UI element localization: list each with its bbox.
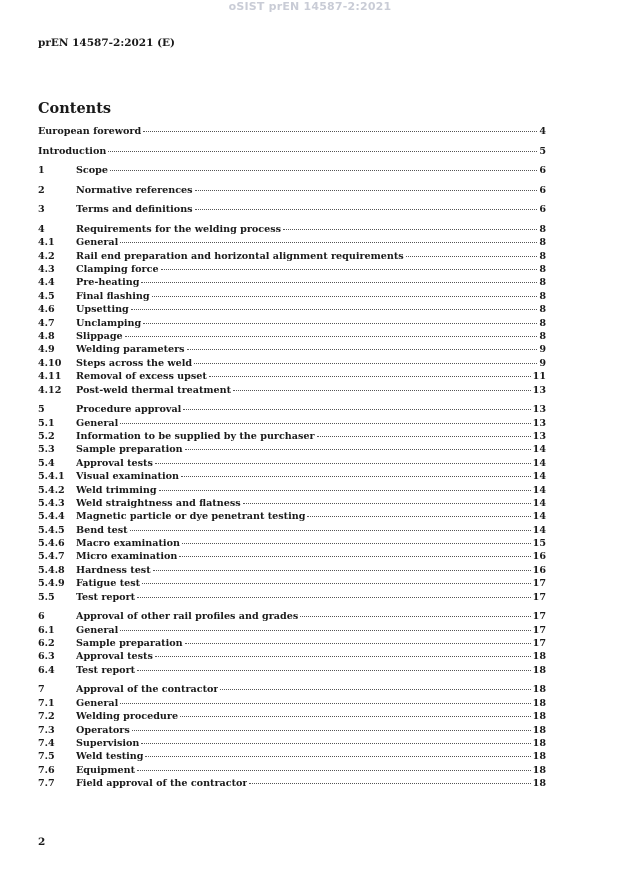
toc-entry-title: Test report: [76, 591, 136, 603]
toc-entry[interactable]: [38, 457, 546, 470]
toc-entry-number: 7: [38, 684, 45, 696]
toc-dot-leader: [300, 616, 530, 617]
toc-entry[interactable]: [38, 777, 546, 790]
toc-entry-title: Slippage: [76, 331, 123, 343]
toc-entry-page: 13: [532, 430, 546, 442]
toc-dot-leader: [155, 463, 531, 464]
toc-entry-title: Weld straightness and flatness: [76, 497, 241, 509]
toc-dot-leader: [145, 756, 530, 757]
toc-dot-leader: [187, 349, 538, 350]
toc-entry-title: Hardness test: [76, 564, 151, 576]
toc-entry-number: 7.2: [38, 711, 55, 723]
toc-entry[interactable]: [38, 470, 546, 483]
toc-entry[interactable]: [38, 510, 546, 523]
toc-entry[interactable]: [38, 417, 546, 430]
toc-entry-page: 14: [532, 511, 546, 523]
toc-entry[interactable]: [38, 497, 546, 510]
toc-dot-leader: [137, 670, 531, 671]
toc-entry[interactable]: [38, 591, 546, 604]
toc-entry-page: 14: [532, 497, 546, 509]
toc-entry-page: 8: [539, 264, 546, 276]
toc-entry-page: 17: [532, 591, 546, 603]
toc-entry[interactable]: [38, 184, 546, 197]
toc-entry-number: 5.5: [38, 591, 55, 603]
toc-entry[interactable]: [38, 737, 546, 750]
toc-entry-number: 6.2: [38, 637, 55, 649]
toc-dot-leader: [307, 516, 530, 517]
toc-entry[interactable]: [38, 145, 546, 158]
toc-dot-leader: [141, 282, 537, 283]
watermark: oSIST prEN 14587-2:2021: [228, 0, 392, 13]
toc-dot-leader: [143, 131, 537, 132]
toc-entry-number: 4.7: [38, 317, 55, 329]
toc-entry-number: 5.2: [38, 430, 55, 442]
toc-entry-number: 5.4.7: [38, 551, 65, 563]
toc-dot-leader: [180, 716, 531, 717]
toc-dot-leader: [142, 583, 531, 584]
toc-dot-leader: [195, 190, 538, 191]
toc-entry[interactable]: [38, 236, 546, 249]
toc-entry-page: 8: [539, 331, 546, 343]
toc-entry-page: 4: [539, 126, 546, 137]
toc-dot-leader: [132, 730, 531, 731]
toc-entry[interactable]: [38, 537, 546, 550]
toc-entry-page: 18: [532, 697, 546, 709]
toc-dot-leader: [181, 476, 531, 477]
toc-entry-number: 4.10: [38, 357, 62, 369]
toc-entry-number: 6: [38, 611, 45, 623]
toc-entry-title: Welding procedure: [76, 711, 179, 723]
toc-dot-leader: [249, 783, 530, 784]
table-of-contents: [38, 125, 546, 790]
toc-entry-title: Approval tests: [76, 457, 153, 469]
toc-entry-number: 5.3: [38, 444, 55, 456]
toc-entry[interactable]: [38, 650, 546, 663]
toc-entry-title: Micro examination: [76, 551, 178, 563]
toc-entry-number: 6.3: [38, 651, 55, 663]
toc-entry-title: Rail end preparation and horizontal alignment requirements: [76, 250, 404, 262]
toc-entry-number: 4.11: [38, 371, 62, 383]
toc-entry[interactable]: [38, 550, 546, 563]
toc-entry-title: Visual examination: [76, 471, 179, 483]
toc-entry-title: General: [76, 624, 119, 636]
toc-entry-title: Fatigue test: [76, 578, 141, 590]
toc-entry-title: Approval tests: [76, 651, 153, 663]
toc-dot-leader: [179, 556, 530, 557]
toc-entry-title: Clamping force: [76, 264, 159, 276]
toc-entry[interactable]: [38, 624, 546, 637]
toc-dot-leader: [137, 770, 531, 771]
toc-entry[interactable]: [38, 610, 546, 623]
toc-entry-title: European foreword: [38, 126, 142, 137]
toc-entry-title: Introduction: [38, 145, 107, 157]
toc-entry-title: Post-weld thermal treatment: [76, 384, 232, 396]
toc-entry-title: Approval of the contractor: [76, 684, 219, 696]
toc-entry-number: 7.5: [38, 751, 55, 763]
toc-entry-page: 8: [539, 317, 546, 329]
toc-entry-number: 5.1: [38, 417, 55, 429]
toc-dot-leader: [155, 656, 531, 657]
toc-entry[interactable]: [38, 357, 546, 370]
toc-entry-title: Unclamping: [76, 317, 142, 329]
toc-entry-page: 16: [532, 551, 546, 563]
toc-entry-number: 4: [38, 223, 45, 235]
toc-entry[interactable]: [38, 370, 546, 383]
toc-entry-number: 7.1: [38, 697, 55, 709]
toc-entry-page: 18: [532, 751, 546, 763]
toc-entry[interactable]: [38, 484, 546, 497]
toc-entry[interactable]: [38, 223, 546, 236]
toc-dot-leader: [195, 209, 538, 210]
toc-entry[interactable]: [38, 710, 546, 723]
toc-entry-page: 8: [539, 290, 546, 302]
toc-entry[interactable]: [38, 403, 546, 416]
toc-entry-page: 8: [539, 237, 546, 249]
toc-entry-page: 14: [532, 524, 546, 536]
toc-entry[interactable]: [38, 724, 546, 737]
toc-entry[interactable]: [38, 330, 546, 343]
toc-dot-leader: [141, 743, 530, 744]
toc-entry-page: 17: [532, 637, 546, 649]
toc-dot-leader: [108, 151, 537, 152]
toc-entry-page: 14: [532, 444, 546, 456]
toc-dot-leader: [161, 269, 538, 270]
toc-entry-page: 9: [539, 357, 546, 369]
toc-entry-number: 7.4: [38, 737, 55, 749]
toc-entry-title: General: [76, 237, 119, 249]
toc-entry[interactable]: [38, 524, 546, 537]
toc-entry-page: 13: [532, 417, 546, 429]
toc-entry-title: Final flashing: [76, 290, 150, 302]
toc-entry-number: 7.3: [38, 724, 55, 736]
toc-entry-number: 6.1: [38, 624, 55, 636]
toc-entry-number: 4.5: [38, 290, 55, 302]
toc-dot-leader: [283, 229, 537, 230]
toc-entry[interactable]: [38, 564, 546, 577]
toc-entry-page: 18: [532, 684, 546, 696]
toc-entry-page: 14: [532, 457, 546, 469]
toc-entry[interactable]: [38, 290, 546, 303]
toc-entry-page: 18: [532, 724, 546, 736]
toc-entry-page: 6: [539, 184, 546, 196]
page-title: Contents: [38, 100, 112, 117]
toc-entry-title: General: [76, 417, 119, 429]
toc-entry[interactable]: [38, 203, 546, 216]
toc-entry[interactable]: [38, 250, 546, 263]
toc-dot-leader: [120, 630, 530, 631]
toc-entry[interactable]: [38, 443, 546, 456]
toc-entry[interactable]: [38, 263, 546, 276]
page-number: 2: [38, 836, 46, 848]
toc-dot-leader: [120, 703, 530, 704]
toc-entry-number: 4.6: [38, 304, 55, 316]
toc-dot-leader: [209, 376, 531, 377]
toc-entry-page: 13: [532, 384, 546, 396]
toc-dot-leader: [120, 423, 530, 424]
toc-entry-number: 5.4.9: [38, 578, 65, 590]
toc-entry-page: 8: [539, 277, 546, 289]
toc-entry-number: 5.4: [38, 457, 55, 469]
toc-entry-number: 1: [38, 165, 45, 177]
toc-entry-page: 15: [532, 538, 546, 550]
toc-entry-title: Supervision: [76, 737, 140, 749]
toc-entry[interactable]: [38, 664, 546, 677]
toc-entry-title: Weld trimming: [76, 484, 157, 496]
toc-dot-leader: [137, 597, 531, 598]
toc-entry-number: 7.6: [38, 764, 55, 776]
toc-entry-page: 17: [532, 611, 546, 623]
toc-entry-page: 8: [539, 250, 546, 262]
toc-entry-title: Removal of excess upset: [76, 371, 207, 383]
toc-entry-title: General: [76, 697, 119, 709]
toc-dot-leader: [317, 436, 531, 437]
toc-entry-title: Magnetic particle or dye penetrant testing: [76, 511, 306, 523]
toc-entry-number: 5.4.8: [38, 564, 65, 576]
toc-entry[interactable]: [38, 637, 546, 650]
toc-entry-page: 8: [539, 304, 546, 316]
toc-entry-title: Upsetting: [76, 304, 129, 316]
toc-entry-number: 4.1: [38, 237, 55, 249]
toc-dot-leader: [185, 643, 531, 644]
toc-entry-number: 5.4.2: [38, 484, 65, 496]
toc-entry-title: Procedure approval: [76, 404, 182, 416]
toc-entry-page: 16: [532, 564, 546, 576]
document-reference: prEN 14587-2:2021 (E): [38, 37, 176, 49]
toc-dot-leader: [143, 323, 537, 324]
toc-entry-page: 13: [532, 404, 546, 416]
toc-entry-title: Steps across the weld: [76, 357, 193, 369]
toc-dot-leader: [152, 296, 538, 297]
toc-entry-title: Bend test: [76, 524, 128, 536]
toc-entry-number: 5.4.3: [38, 497, 65, 509]
toc-entry-number: 7.7: [38, 778, 55, 790]
toc-entry[interactable]: [38, 384, 546, 397]
toc-entry-title: Information to be supplied by the purchaser: [76, 430, 315, 442]
toc-entry-title: Normative references: [76, 184, 193, 196]
toc-entry-page: 17: [532, 624, 546, 636]
toc-entry-title: Scope: [76, 165, 108, 177]
toc-entry-title: Sample preparation: [76, 444, 183, 456]
toc-dot-leader: [131, 309, 538, 310]
toc-entry-page: 17: [532, 578, 546, 590]
toc-entry-number: 4.8: [38, 331, 55, 343]
toc-entry-title: Operators: [76, 724, 130, 736]
toc-dot-leader: [110, 170, 537, 171]
toc-entry[interactable]: [38, 683, 546, 696]
toc-entry-page: 5: [539, 145, 546, 157]
toc-entry-title: Test report: [76, 664, 136, 676]
toc-entry-page: 14: [532, 471, 546, 483]
toc-dot-leader: [194, 363, 537, 364]
toc-entry[interactable]: [38, 303, 546, 316]
toc-entry-title: Equipment: [76, 764, 136, 776]
toc-entry-title: Welding parameters: [76, 344, 185, 356]
toc-entry[interactable]: [38, 577, 546, 590]
toc-entry-title: Weld testing: [76, 751, 144, 763]
toc-entry-title: Approval of other rail profiles and grades: [76, 611, 299, 623]
toc-entry-number: 5.4.6: [38, 538, 65, 550]
toc-entry-page: 14: [532, 484, 546, 496]
toc-entry-page: 11: [532, 371, 546, 383]
toc-dot-leader: [185, 449, 531, 450]
toc-entry-page: 6: [539, 204, 546, 216]
toc-dot-leader: [243, 503, 531, 504]
toc-dot-leader: [159, 490, 531, 491]
toc-entry[interactable]: [38, 697, 546, 710]
toc-dot-leader: [130, 530, 531, 531]
toc-entry-page: 18: [532, 664, 546, 676]
toc-entry-title: Field approval of the contractor: [76, 778, 248, 790]
toc-dot-leader: [183, 409, 530, 410]
toc-entry-number: 5: [38, 404, 45, 416]
toc-entry-number: 4.3: [38, 264, 55, 276]
toc-entry-title: Requirements for the welding process: [76, 223, 282, 235]
toc-entry[interactable]: [38, 430, 546, 443]
toc-entry[interactable]: [38, 276, 546, 289]
toc-dot-leader: [233, 390, 531, 391]
toc-entry-number: 4.12: [38, 384, 62, 396]
toc-entry-page: 8: [539, 223, 546, 235]
toc-entry-page: 9: [539, 344, 546, 356]
toc-entry[interactable]: [38, 164, 546, 177]
toc-entry-title: Macro examination: [76, 538, 180, 550]
toc-entry-number: 5.4.5: [38, 524, 65, 536]
toc-entry-number: 4.2: [38, 250, 55, 262]
toc-dot-leader: [153, 570, 531, 571]
toc-entry-number: 2: [38, 184, 45, 196]
toc-entry-number: 3: [38, 204, 45, 216]
toc-entry-number: 4.4: [38, 277, 55, 289]
toc-entry-page: 18: [532, 711, 546, 723]
toc-entry-number: 5.4.1: [38, 471, 65, 483]
toc-dot-leader: [182, 543, 531, 544]
toc-entry-page: 18: [532, 651, 546, 663]
toc-dot-leader: [220, 689, 530, 690]
toc-dot-leader: [120, 242, 537, 243]
toc-entry[interactable]: [38, 125, 546, 138]
toc-entry[interactable]: [38, 750, 546, 763]
toc-dot-leader: [125, 336, 538, 337]
toc-entry[interactable]: [38, 317, 546, 330]
toc-entry[interactable]: [38, 764, 546, 777]
toc-entry-title: Sample preparation: [76, 637, 183, 649]
toc-entry-page: 18: [532, 778, 546, 790]
toc-entry-number: 4.9: [38, 344, 55, 356]
toc-entry-title: Terms and definitions: [76, 204, 193, 216]
toc-entry-page: 18: [532, 737, 546, 749]
toc-entry-page: 6: [539, 165, 546, 177]
toc-entry-number: 6.4: [38, 664, 55, 676]
toc-entry-title: Pre-heating: [76, 277, 140, 289]
toc-entry[interactable]: [38, 343, 546, 356]
toc-entry-number: 5.4.4: [38, 511, 65, 523]
toc-dot-leader: [406, 256, 538, 257]
toc-entry-page: 18: [532, 764, 546, 776]
